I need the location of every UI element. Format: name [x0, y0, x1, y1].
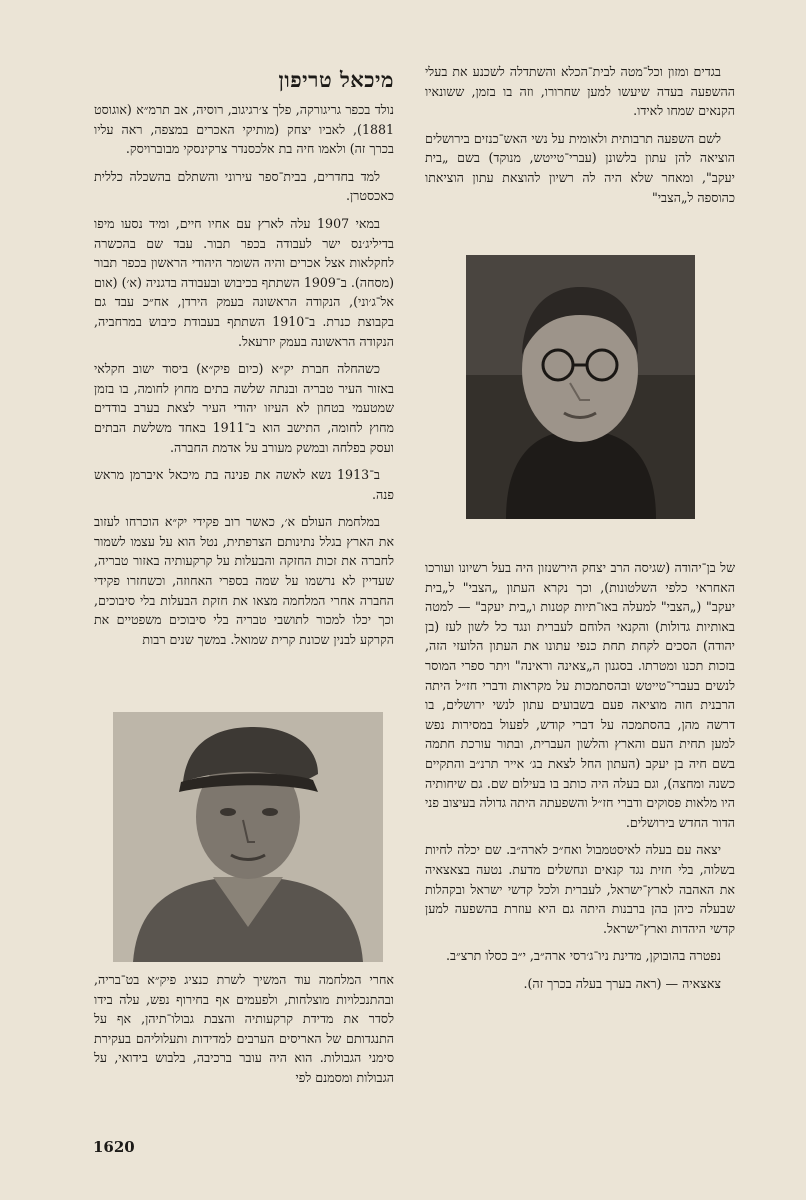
paragraph: אחרי המלחמה עוד המשיך לשרת כנציג פיק״א בט־בריה, ובהתנכלויות מוצלחות, ולפעמים אף בחירוף נפש, עלה בידו לסדר את מדידת קרקעותיה והצבת גבולו־תיהן, אף על התנגדותם של האריסים הערבים למדידות ותעלוליהם בעקירת סימני הגבולות. הוא היה עובר ברכיבה, בלבוש בידואי, על הגבולות ומסמנם לפי — [94, 972, 394, 1085]
left-column-bottom — [94, 970, 394, 1096]
paragraph: של בן־יהודה (שגיסה הרב יצחק הירשנזון היה בעל רשיונו ועורכו האחראי כלפי השלטונות), וכך נקרא העתון „הצבי" ל„בית יעקב" („הצבי" למעלה באו־תיות קטנות ו„בית יעקב" — למטה באותיות גדולות) והקנאי הלוחם לעברית ונגד כל לשון לעז (בן יהודה) הסכים לקחת תחת כנפי עתונו את העתון הלועזי הזה, בזכות תכנו ומטרתו. בסגנון ה„צאינה וראינה" ויתר ספרי המוסר לנשים בעברי־טייטש ובהסתמכות על מקראות ודברי חז״ל היתה הרבנית חוה מוציאה פעם בשבועים עתון לנשי ירושלים, בו דרשה מהן, בהסתמכה על דברי קודש, לפעול במסירות נפש למען תחית העם והארץ והלשון העברית, ובתור עורכת חתמה בשם חיה בן יעקב (העתון החל לצאת בג׳ אייר תרנ״ב והתקיים כשנה ומחצה), וגם בעלה היה כותב בו בעילום שם. גם שיחותיה היו מלאות פסוקים ודברי חז״ל והשפעתה היתה גדולה בעיצוב פני הדור החדש בירושלים. — [425, 560, 735, 830]
paragraph: ב־1913 נשא לאשה את פנינה בת מיכאל איברמן מראש פנה. — [94, 467, 394, 502]
paragraph: במלחמת העולם א׳, כאשר רוב פקידי יק״א הוכרחו לעזוב את הארץ בגלל נתינותם הצרפתית, נטל הוא על עצמו לשמור לחברה את זכות החזקה והבעלות על קרקעותיה באזור טבריה, שעדיין לא נרשמו על שמה בספרי האחוזה, וכשחזרו פקידי החברה אחרי המלחמה מצאו את חזקת הבעלות בלי סיבוכים, וכך יכלו למכור לתושבי טבריה בלי סיבוכים משפטיים את הקרקע לבנין שכונת קרית שמואל. במשך שנים רבות — [94, 514, 394, 647]
paragraph: נולד בכפר גריגורקה, פלך צ׳רגיגוב, רוסיה, אב תרמ״א (אוגוסט 1881), לאביו יצחק (מותיקי האכרים במצפה, ראה עליו בכרך זה) ולאמו חיה בת אלכסנדר צרקינסקי מבוברויסק. — [94, 102, 394, 157]
paragraph: לשם השפעה תרבותית ולאומית על נשי האש־כנזים בירושלים הוציאה להן עתון בלשונן (עברי־טייטש, מנוקד) בשם „בית יעקב", ומאחר שלא היה לה רשיון להוצאת עתון הוציאתו כהוספה ל„הצבי" — [425, 130, 735, 205]
paragraph: יצאה עם בעלה לאיסטמבול ואח״כ לארה״ב. שם יכלה לחיות בשלוה, בלי חזית נגד קנאים ונחשלים מדעת. נטעה בצאצאיה את האהבה לארץ־ישראל, לעברית ולכל קדשי ישראל ובקהלות שבעלה כיהן בהן ברבנות היתה גם היא עוזרת בהשפעה למען קדשי היהדות וארץ־ישראל. — [425, 842, 735, 936]
paragraph: כשהחלה חברת יק״א (כיום פיק״א) ביסוד ישוב חקלאי באזור העיר טבריה ובנתה שלשה בתים מחוץ לחומה, בו בזמן שמטעמי בטחון לא העיזו יהודי העיר לצאת בערב בודדים מחוץ לחומה, התישב הוא ב־1911 באחד משלשת הבתים ועסק בפלחה ובמשק מעורב על אדמת החברה. — [94, 361, 394, 455]
right-column-bottom — [425, 558, 735, 1001]
left-column-top — [94, 66, 394, 657]
entry-title: מיכאל טריפון — [278, 67, 394, 92]
paragraph: למד בחדרים, בבית־ספר עירוני והשתלם בהשכלה כללית כאכסטרן. — [94, 168, 394, 204]
paragraph: בגדים ומזון וכל־מטה לבית־הכלא והשתדלה לשכנע את בעלי ההשפעה בעדה שיעשו למען שחרורו, וזה בו בזמן, ששונאיו הקנאים שמחו לאידו. — [425, 64, 735, 119]
paragraph: צאצאיה — (ראה בערך בעלה בכרך זה). — [523, 975, 721, 991]
paragraph: במאי 1907 עלה לארץ עם אחיו חיים, ומיד נסעו מיפו בדיליג׳נס ישר לעבודה בכפר תבור. עבד שם בהכשרה לחקלאות אצל אכרים והיה השומר היהודי הראשון בכפר תבור (מסחה). ב־1909 השתתף בכיבוש ובעבודה בדגניה (א׳) (אום אל־ג׳וני), הנקודה הראשונה בעמק הירדן, אח״כ עבד גם בקבוצת כנרת. ב־1910 השתתף בעבודת כיבוש במרחביה, הנקודה הראשונה בעמק יזרעאל. — [94, 215, 394, 349]
page-number: 1620 — [93, 1138, 135, 1156]
right-column-top — [425, 62, 735, 215]
portrait-photo-man — [113, 712, 383, 962]
portrait-photo-woman — [466, 255, 695, 519]
paragraph: נפטרה בהובוקן, מדינת ניו־ג׳רסי ארה״ב, י״ב כסלו תרצ״ב. — [445, 948, 721, 964]
